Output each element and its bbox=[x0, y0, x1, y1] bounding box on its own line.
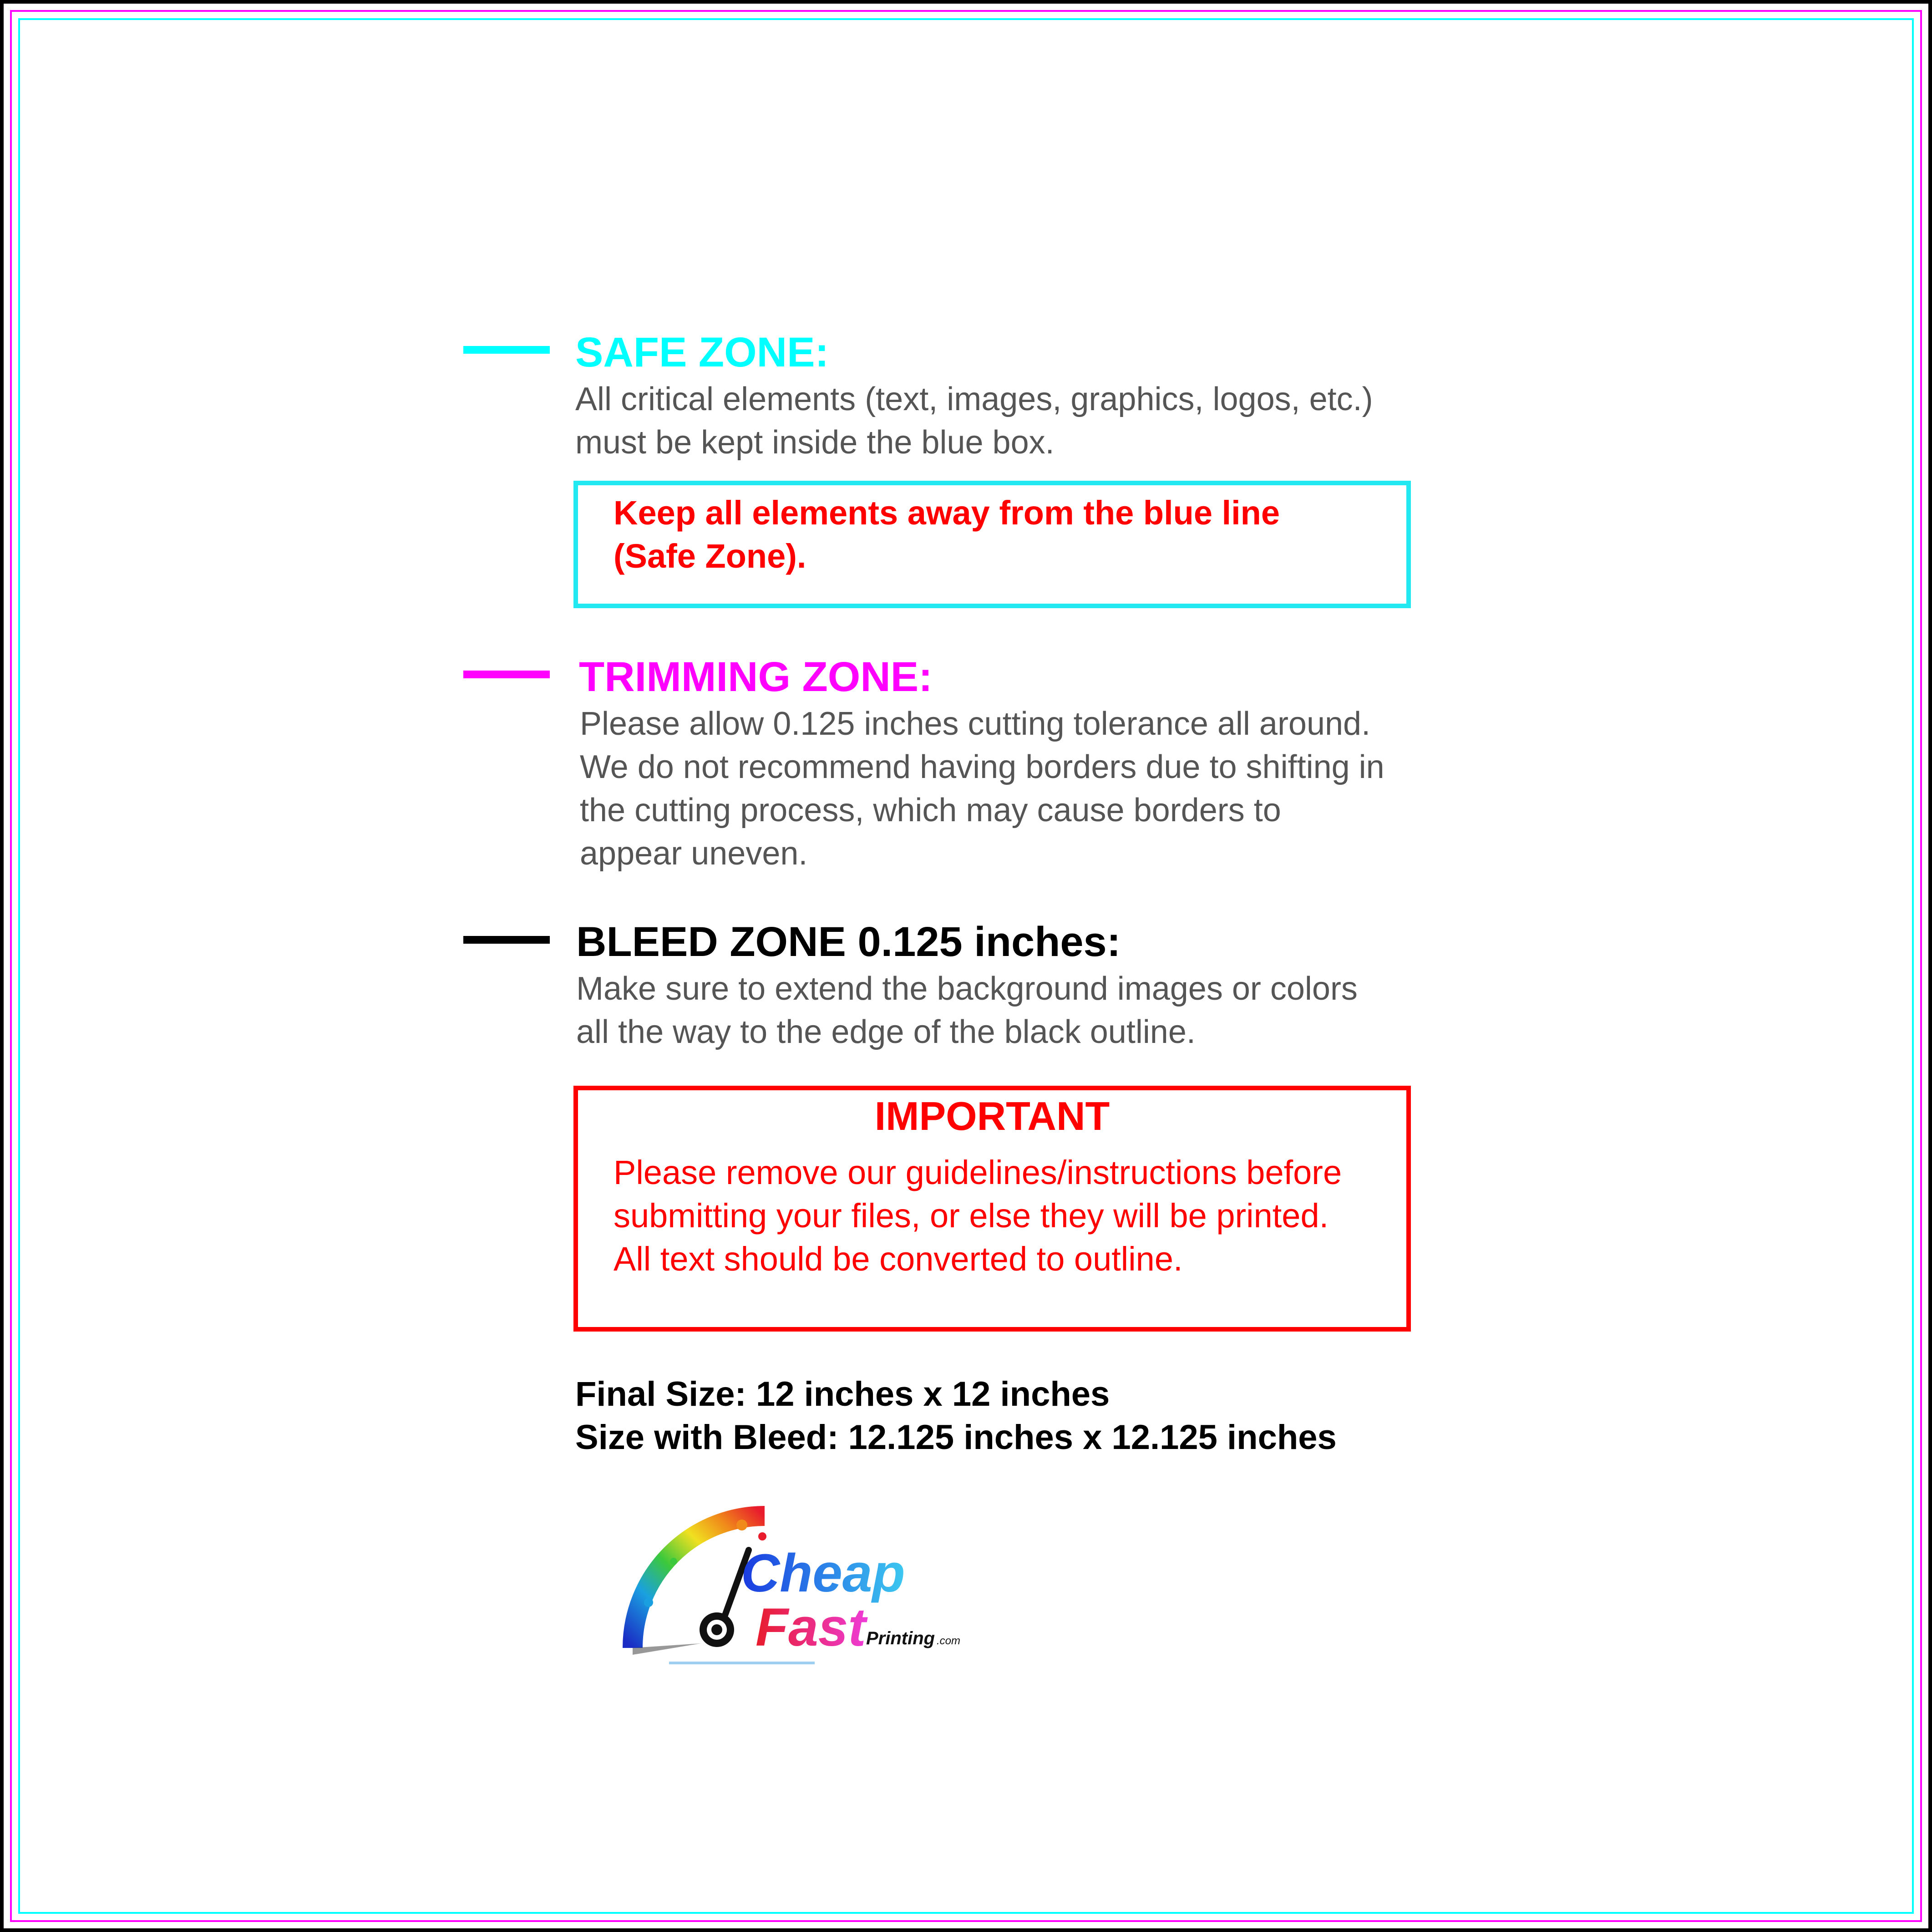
bleed-zone-key-line bbox=[463, 936, 550, 944]
safe-zone-note bbox=[614, 491, 1280, 578]
important-title: IMPORTANT bbox=[874, 1093, 1110, 1139]
safe-zone-title: SAFE ZONE: bbox=[575, 329, 829, 376]
bleed-zone-line: Make sure to extend the background images or colors bbox=[576, 971, 1358, 1007]
bleed-zone-description bbox=[576, 967, 1358, 1054]
trimming-zone-title: TRIMMING ZONE: bbox=[579, 654, 933, 700]
safe-zone-note-line: Keep all elements away from the blue line bbox=[614, 494, 1280, 532]
safe-zone-key-line bbox=[463, 346, 550, 354]
important-line: All text should be converted to outline. bbox=[614, 1240, 1183, 1278]
logo-word-cheap: Cheap bbox=[741, 1543, 905, 1603]
trimming-zone-line: appear uneven. bbox=[580, 835, 808, 872]
trimming-zone-line: We do not recommend having borders due to shifting in bbox=[580, 749, 1384, 785]
safe-zone-note-line: (Safe Zone). bbox=[614, 537, 806, 575]
logo-word-fast: Fast bbox=[756, 1597, 866, 1657]
size-with-bleed: Size with Bleed: 12.125 inches x 12.125 inches bbox=[575, 1418, 1337, 1457]
important-line: Please remove our guidelines/instructions before bbox=[614, 1154, 1342, 1191]
safe-zone-description bbox=[575, 378, 1373, 464]
safe-zone-line: must be kept inside the blue box. bbox=[575, 424, 1055, 461]
cheapfastprinting-logo bbox=[605, 1498, 979, 1680]
logo-domain-suffix: .com bbox=[937, 1635, 961, 1647]
logo-word-printing: Printing bbox=[866, 1628, 935, 1648]
trimming-zone-line: the cutting process, which may cause borders to bbox=[580, 792, 1281, 829]
final-size: Final Size: 12 inches x 12 inches bbox=[575, 1375, 1110, 1413]
trimming-zone-key-line bbox=[463, 671, 550, 678]
size-info bbox=[575, 1373, 1337, 1459]
trimming-zone-description bbox=[580, 702, 1384, 875]
safe-zone-line: All critical elements (text, images, graphics, logos, etc.) bbox=[575, 381, 1373, 417]
important-text bbox=[614, 1151, 1342, 1281]
bleed-zone-line: all the way to the edge of the black outline. bbox=[576, 1014, 1196, 1050]
bleed-zone-title: BLEED ZONE 0.125 inches: bbox=[576, 919, 1121, 965]
trimming-zone-line: Please allow 0.125 inches cutting tolerance all around. bbox=[580, 706, 1371, 742]
important-line: submitting your files, or else they will be printed. bbox=[614, 1197, 1329, 1235]
